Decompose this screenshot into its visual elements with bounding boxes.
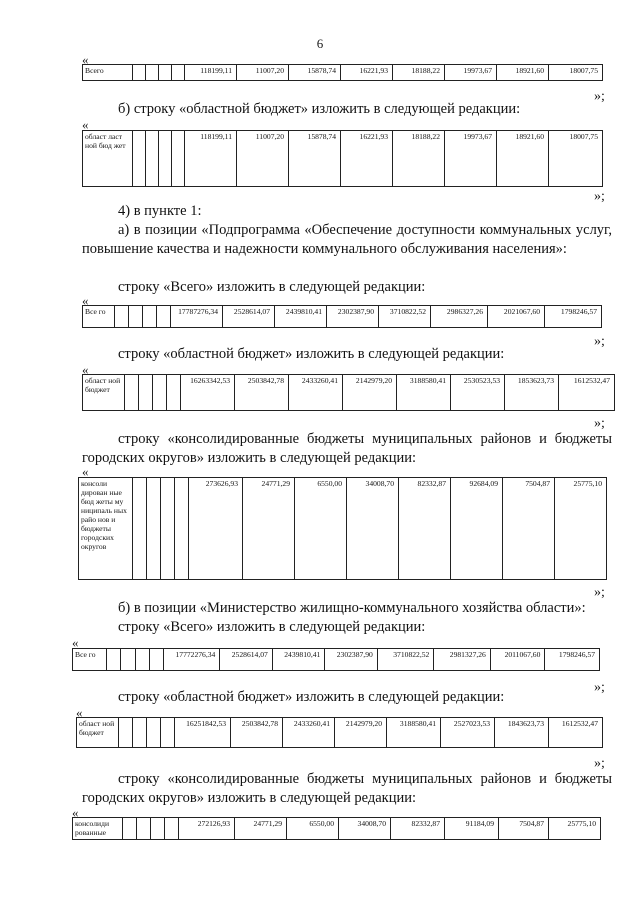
- table-cell: 16251842,53: [175, 718, 231, 748]
- table-cell: 18921,60: [497, 65, 549, 81]
- table-cell: 118199,11: [185, 65, 237, 81]
- table-cell: 1843623,73: [495, 718, 549, 748]
- row-label: област ласт ной бюд жет: [83, 131, 133, 187]
- paragraph: строку «Всего» изложить в следующей редакции:: [118, 279, 426, 295]
- paragraph: строку «консолидированные бюджеты муниципальных районов и бюджеты городских округов» изложить в следующей редакции:: [82, 771, 612, 806]
- paragraph: б) строку «областной бюджет» изложить в следующей редакции:: [118, 101, 521, 117]
- table-cell: 2142979,20: [335, 718, 387, 748]
- table-cell: 1612532,47: [549, 718, 603, 748]
- quote-open: «: [72, 635, 79, 650]
- table-cell: 15878,74: [289, 65, 341, 81]
- table-cell: 2503842,78: [231, 718, 283, 748]
- quote-open: «: [72, 805, 79, 820]
- table-cell: 34008,70: [347, 478, 399, 580]
- table-cell: 2302387,90: [327, 306, 379, 328]
- table-cell: 2527023,53: [441, 718, 495, 748]
- table-cell: 2433260,41: [283, 718, 335, 748]
- table-cell: 273626,93: [189, 478, 243, 580]
- table-kons-1: [78, 477, 607, 580]
- quote-close: »;: [594, 189, 605, 204]
- table-cell: 24771,29: [243, 478, 295, 580]
- table-cell: 18921,60: [497, 131, 549, 187]
- table-cell: 2981327,26: [434, 649, 491, 671]
- table-cell: 2528614,07: [223, 306, 275, 328]
- paragraph: строку «областной бюджет» изложить в следующей редакции:: [118, 346, 505, 362]
- table-cell: 1612532,47: [559, 375, 615, 411]
- table-cell: 91184,09: [445, 818, 499, 840]
- table-cell: 2986327,26: [431, 306, 488, 328]
- quote-close: »;: [594, 334, 605, 349]
- table-cell: 2011067,60: [490, 649, 545, 671]
- table-cell: 2528614,07: [220, 649, 272, 671]
- table-cell: 16221,93: [341, 65, 393, 81]
- row-label: Все го: [73, 649, 107, 671]
- table-cell: 1853623,73: [505, 375, 559, 411]
- table-cell: 34008,70: [339, 818, 391, 840]
- paragraph: строку «консолидированные бюджеты муниципальных районов и бюджеты городских округов» изложить в следующей редакции:: [82, 431, 612, 466]
- table-cell: 16263342,53: [181, 375, 235, 411]
- table-cell: 15878,74: [289, 131, 341, 187]
- table-cell: 7504,87: [499, 818, 549, 840]
- table-cell: 3188580,41: [397, 375, 451, 411]
- quote-open: «: [76, 705, 83, 720]
- table-vsego-1: [82, 64, 603, 81]
- paragraph: б) в позиции «Министерство жилищно-коммунального хозяйства области»:: [118, 600, 586, 616]
- paragraph: 4) в пункте 1:: [118, 203, 202, 219]
- table-cell: 3710822,52: [379, 306, 431, 328]
- quote-open: «: [82, 117, 89, 132]
- row-label: консоли дирован ные бюд жеты му ниципаль ных райо нов и бюджеты городских округов: [79, 478, 133, 580]
- quote-open: «: [82, 293, 89, 308]
- table-obl-1: [82, 130, 603, 187]
- table-cell: 6550,00: [287, 818, 339, 840]
- table-cell: 18188,22: [393, 65, 445, 81]
- table-cell: 2021067,60: [488, 306, 545, 328]
- row-label: Всего: [83, 65, 133, 81]
- table-cell: 25775,10: [555, 478, 607, 580]
- table-cell: 3710822,52: [377, 649, 434, 671]
- table-cell: 92684,09: [451, 478, 503, 580]
- table-cell: 2142979,20: [343, 375, 397, 411]
- table-cell: 2530523,53: [451, 375, 505, 411]
- table-cell: 11007,20: [237, 131, 289, 187]
- row-label: консолиди рованные: [73, 818, 123, 840]
- table-cell: 82332,87: [391, 818, 445, 840]
- table-cell: 2439810,41: [275, 306, 327, 328]
- table-cell: 2503842,78: [235, 375, 289, 411]
- table-kons-2: [72, 817, 601, 840]
- quote-open: «: [82, 464, 89, 479]
- table-cell: 17772276,34: [163, 649, 220, 671]
- table-cell: 18007,75: [549, 131, 603, 187]
- quote-close: »;: [594, 416, 605, 431]
- quote-close: »;: [594, 756, 605, 771]
- paragraph: строку «областной бюджет» изложить в следующей редакции:: [118, 689, 505, 705]
- paragraph: строку «Всего» изложить в следующей редакции:: [118, 619, 426, 635]
- table-cell: 1798246,57: [545, 649, 600, 671]
- table-cell: 17787276,34: [171, 306, 223, 328]
- row-label: област ной бюджет: [83, 375, 125, 411]
- table-cell: 16221,93: [341, 131, 393, 187]
- quote-open: «: [82, 52, 89, 67]
- quote-open: «: [82, 362, 89, 377]
- table-cell: 2302387,90: [325, 649, 377, 671]
- table-vsego-2: [82, 305, 602, 328]
- table-cell: 18188,22: [393, 131, 445, 187]
- quote-close: »;: [594, 680, 605, 695]
- table-cell: 2433260,41: [289, 375, 343, 411]
- table-cell: 3188580,41: [387, 718, 441, 748]
- row-label: Все го: [83, 306, 115, 328]
- table-cell: 19973,67: [445, 65, 497, 81]
- quote-close: »;: [594, 585, 605, 600]
- table-cell: 118199,11: [185, 131, 237, 187]
- page-number: 6: [316, 36, 324, 51]
- row-label: област ной бюджет: [77, 718, 119, 748]
- table-cell: 25775,10: [549, 818, 601, 840]
- table-cell: 18007,75: [549, 65, 603, 81]
- table-cell: 6550,00: [295, 478, 347, 580]
- table-cell: 11007,20: [237, 65, 289, 81]
- table-cell: 7504,87: [503, 478, 555, 580]
- table-cell: 272126,93: [179, 818, 235, 840]
- table-cell: 2439810,41: [272, 649, 324, 671]
- table-cell: 24771,29: [235, 818, 287, 840]
- quote-close: »;: [594, 89, 605, 104]
- table-obl-2: [82, 374, 615, 411]
- table-cell: 82332,87: [399, 478, 451, 580]
- table-vsego-3: [72, 648, 600, 671]
- table-cell: 1798246,57: [545, 306, 602, 328]
- paragraph: а) в позиции «Подпрограмма «Обеспечение доступности коммунальных услуг, повышение качества и надежности коммунального обслуживания населения»:: [82, 222, 612, 257]
- table-cell: 19973,67: [445, 131, 497, 187]
- table-obl-3: [76, 717, 603, 748]
